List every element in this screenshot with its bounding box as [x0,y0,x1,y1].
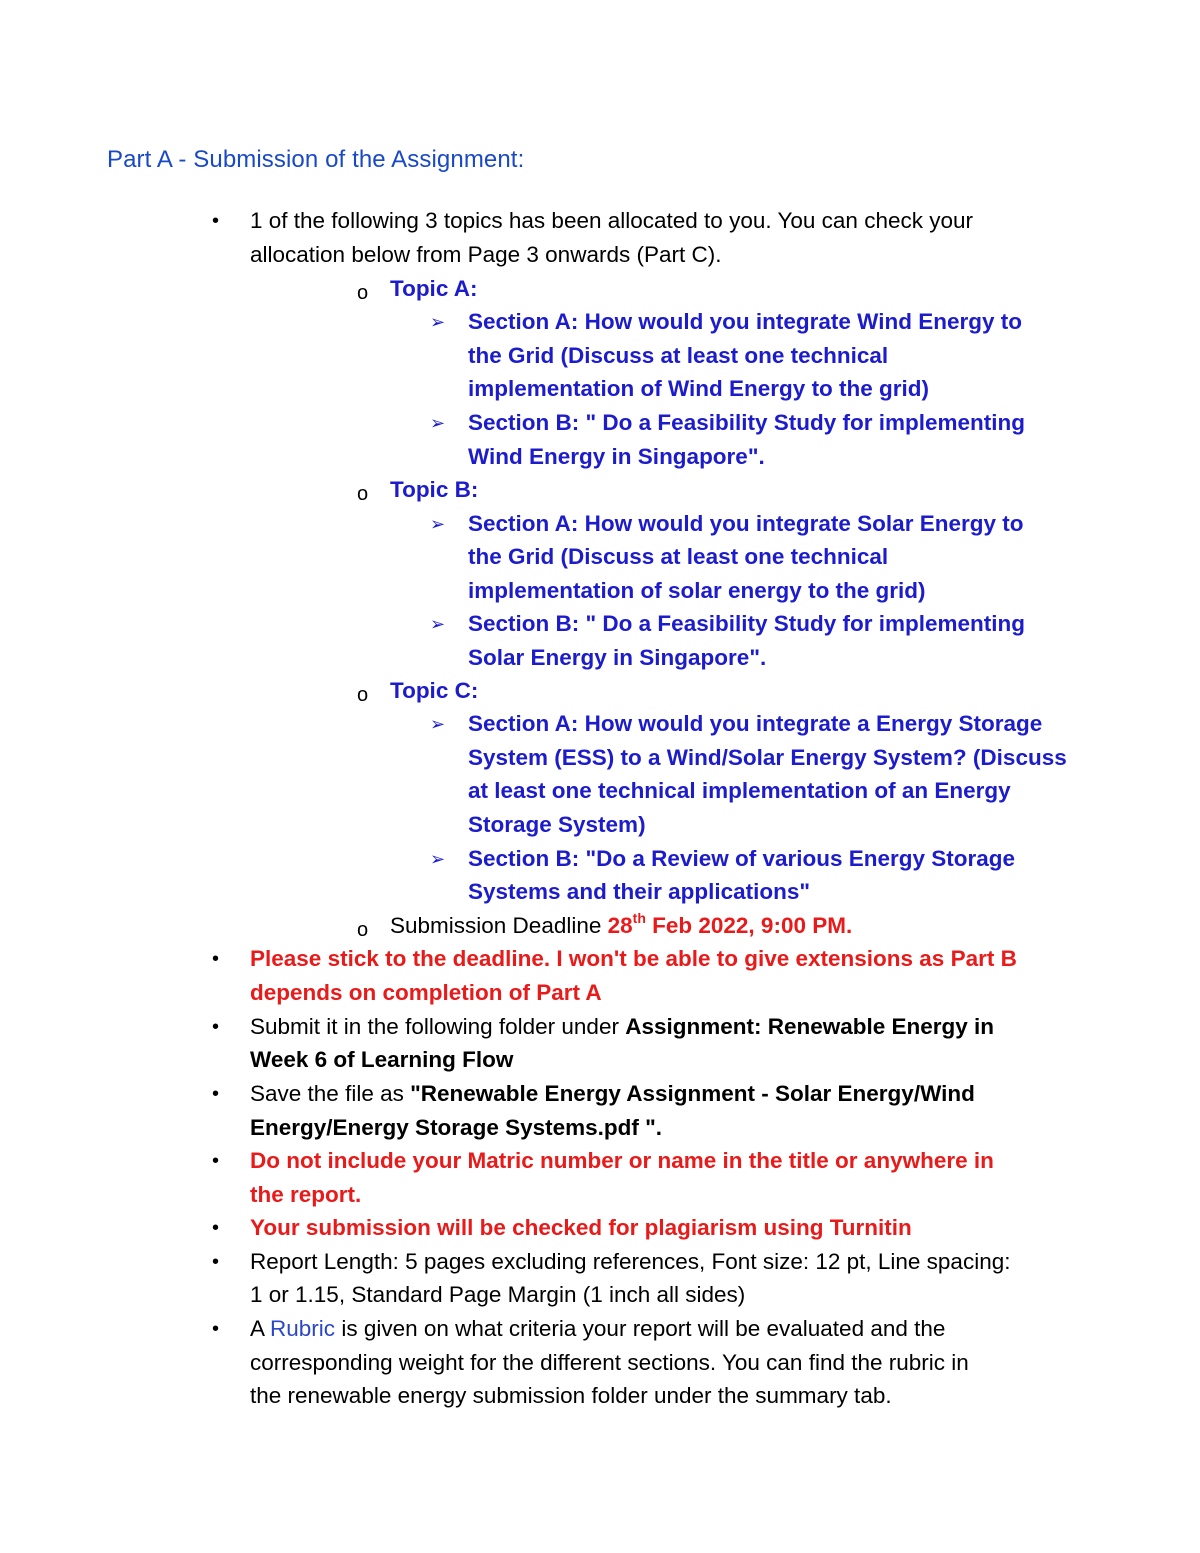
no-name-warning-line: the report. [250,1182,362,1207]
deadline-warning-line: Please stick to the deadline. I won't be able to give extensions as Part B [250,946,1017,971]
rubric-line: corresponding weight for the different sections. You can find the rubric in [250,1350,969,1375]
topic-b-section-a-line: implementation of solar energy to the grid) [468,578,926,603]
save-file-period: . [655,1115,663,1140]
deadline-warning-line: depends on completion of Part A [250,980,602,1005]
bullet-icon: • [212,210,220,232]
bullet-icon: • [212,1251,220,1273]
bullet-icon: • [212,1016,220,1038]
report-length-line: Report Length: 5 pages excluding references, Font size: 12 pt, Line spacing: [250,1249,1011,1274]
deadline-suffix: th [632,909,646,926]
circle-bullet-icon: o [357,684,369,706]
save-file-name: Energy/Energy Storage Systems.pdf " [250,1115,656,1140]
save-file-name: "Renewable Energy Assignment - Solar Energy/Wind [410,1081,975,1106]
bullet-icon: • [212,948,220,970]
topic-c-label: Topic C: [390,678,479,703]
rubric-link[interactable]: Rubric [270,1316,336,1341]
topic-c-section-a-line: Section A: How would you integrate a Energy Storage [468,711,1043,736]
report-length-line: 1 or 1.15, Standard Page Margin (1 inch all sides) [250,1282,746,1307]
rubric-prefix: A [250,1316,271,1341]
no-name-warning-line: Do not include your Matric number or name in the title or anywhere in [250,1148,994,1173]
topic-b-section-a-line: Section A: How would you integrate Solar Energy to [468,511,1024,536]
submit-prefix: Submit it in the following folder under [250,1014,626,1039]
circle-bullet-icon: o [357,483,369,505]
arrow-bullet-icon: ➢ [430,849,446,869]
submit-folder-line: Week 6 of Learning Flow [250,1047,514,1072]
bullet-icon: • [212,1083,220,1105]
intro-line-1: 1 of the following 3 topics has been allocated to you. You can check your [250,208,973,233]
topic-b-section-a-line: the Grid (Discuss at least one technical [468,544,889,569]
topic-b-section-b-line: Solar Energy in Singapore". [468,645,767,670]
intro-line-2: allocation below from Page 3 onwards (Part C). [250,242,722,267]
topic-c-section-a-line: System (ESS) to a Wind/Solar Energy System? (Discuss [468,745,1067,770]
topic-b-label: Topic B: [390,477,479,502]
arrow-bullet-icon: ➢ [430,514,446,534]
submission-deadline [390,909,852,943]
rubric-text: is given on what criteria your report will be evaluated and the [335,1316,946,1341]
deadline-day: 28 [607,913,633,938]
topic-c-section-a-line: Storage System) [468,812,646,837]
topic-c-section-b-line: Section B: "Do a Review of various Energy Storage [468,846,1016,871]
deadline-date [607,909,853,938]
deadline-label: Submission Deadline [390,913,608,938]
page-title: Part A - Submission of the Assignment: [107,146,525,173]
topic-a-section-a-line: Section A: How would you integrate Wind Energy to [468,309,1022,334]
arrow-bullet-icon: ➢ [430,413,446,433]
rubric-line: the renewable energy submission folder under the summary tab. [250,1383,892,1408]
arrow-bullet-icon: ➢ [430,714,446,734]
arrow-bullet-icon: ➢ [430,312,446,332]
bullet-icon: • [212,1318,220,1340]
bullet-icon: • [212,1150,220,1172]
submit-folder-line [250,1010,994,1044]
save-file-line [250,1111,662,1145]
topic-c-section-b-line: Systems and their applications" [468,879,811,904]
circle-bullet-icon: o [357,282,369,304]
topic-a-section-a-line: implementation of Wind Energy to the grid) [468,376,930,401]
plagiarism-warning: Your submission will be checked for plagiarism using Turnitin [250,1215,912,1240]
circle-bullet-icon: o [357,919,369,941]
topic-b-section-b-line: Section B: " Do a Feasibility Study for implementing [468,611,1025,636]
topic-a-label: Topic A: [390,276,478,301]
topic-a-section-a-line: the Grid (Discuss at least one technical [468,343,889,368]
save-file-line [250,1077,975,1111]
deadline-rest: Feb 2022, 9:00 PM. [645,913,853,938]
arrow-bullet-icon: ➢ [430,614,446,634]
rubric-line [250,1312,945,1346]
topic-c-section-a-line: at least one technical implementation of an Energy [468,778,1011,803]
save-prefix: Save the file as [250,1081,411,1106]
topic-a-section-b-line: Wind Energy in Singapore". [468,444,765,469]
topic-a-section-b-line: Section B: " Do a Feasibility Study for implementing [468,410,1025,435]
submit-folder-name: Assignment: Renewable Energy in [625,1014,995,1039]
bullet-icon: • [212,1217,220,1239]
